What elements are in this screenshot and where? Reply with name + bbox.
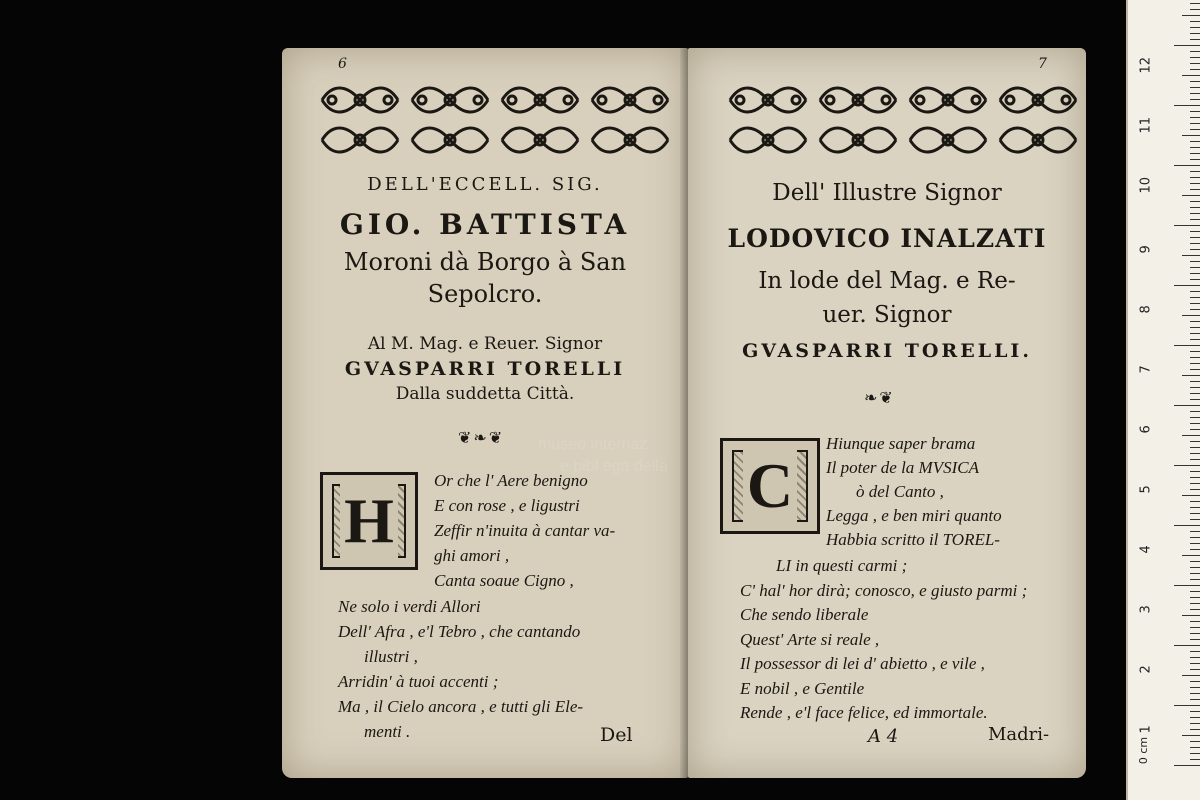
ruler-tick <box>1190 207 1200 208</box>
ruler-label: 10 <box>1138 176 1154 194</box>
ruler-tick <box>1174 465 1200 466</box>
ruler-tick <box>1190 507 1200 508</box>
ruler-label: 8 <box>1138 305 1154 314</box>
poem-line: C' hal' hor dirà; conosco, e giusto parmi ; <box>740 580 1028 600</box>
ruler-tick <box>1190 501 1200 502</box>
ruler-tick <box>1190 39 1200 40</box>
ruler-label: 11 <box>1138 116 1154 134</box>
poem-line: Canta soaue Cigno , <box>434 571 574 590</box>
ruler-tick <box>1190 411 1200 412</box>
ornament-icon <box>318 82 402 118</box>
ruler-tick <box>1182 675 1200 676</box>
dedication-line: In lode del Mag. e Re- <box>758 268 1016 294</box>
dedication-city: Dalla suddetta Città. <box>395 384 575 404</box>
poem-line: Arridin' à tuoi accenti ; <box>338 672 499 691</box>
ornament-icon <box>498 122 582 158</box>
poem-line: Il poter de la MVSICA <box>826 458 979 477</box>
ruler-tick <box>1174 45 1200 46</box>
ruler-label: 7 <box>1138 365 1154 374</box>
ruler-tick <box>1190 633 1200 634</box>
ruler-tick <box>1190 291 1200 292</box>
poem-line: Il possessor di lei d' abietto , e vile , <box>740 654 985 673</box>
ruler-tick <box>1174 705 1200 706</box>
ruler-tick <box>1190 711 1200 712</box>
poem-block <box>826 432 1002 552</box>
ruler-tick <box>1190 327 1200 328</box>
ruler-tick <box>1182 435 1200 436</box>
ruler-tick <box>1190 33 1200 34</box>
poem-block-cont <box>740 554 1027 726</box>
ruler-tick <box>1190 351 1200 352</box>
author-name: LODOVICO INALZATI <box>727 224 1047 253</box>
ruler-tick <box>1182 75 1200 76</box>
author-origin-cont: Sepolcro. <box>427 280 543 308</box>
ruler-tick <box>1190 651 1200 652</box>
poem-line: ò del Canto , <box>856 482 944 501</box>
ruler-label: 2 <box>1138 665 1154 674</box>
poem-line: Ne solo i verdi Allori <box>338 597 481 616</box>
ruler-tick <box>1190 177 1200 178</box>
ruler-tick <box>1190 81 1200 82</box>
decorated-initial <box>320 472 418 570</box>
ornament-band <box>318 122 672 158</box>
ornament-icon <box>816 122 900 158</box>
ruler-tick <box>1190 219 1200 220</box>
ruler-tick <box>1174 585 1200 586</box>
ruler-tick <box>1174 165 1200 166</box>
ruler-tick <box>1190 333 1200 334</box>
ruler-tick <box>1190 153 1200 154</box>
ornament-icon <box>498 82 582 118</box>
dedication-line: Al M. Mag. e Reuer. Signor <box>367 334 603 354</box>
ornament-band <box>726 82 1080 118</box>
ruler-tick <box>1190 693 1200 694</box>
ruler-tick <box>1190 417 1200 418</box>
ruler-tick <box>1182 15 1200 16</box>
ornament-band <box>318 82 672 118</box>
ruler-tick <box>1190 9 1200 10</box>
poem-line: Or che l' Aere benigno <box>434 471 588 490</box>
left-page <box>282 48 688 778</box>
poem-line: menti . <box>364 722 411 741</box>
ruler-tick <box>1190 453 1200 454</box>
fleuron-icon: ❦❧❦ <box>458 428 505 447</box>
ruler-tick <box>1182 555 1200 556</box>
ruler-tick <box>1190 387 1200 388</box>
ruler-tick <box>1174 525 1200 526</box>
ruler-tick <box>1190 519 1200 520</box>
poem-line: Dell' Afra , e'l Tebro , che cantando <box>338 622 581 641</box>
ruler-tick <box>1190 657 1200 658</box>
ruler-tick <box>1190 381 1200 382</box>
poem-block-cont <box>338 594 583 744</box>
ruler-tick <box>1190 249 1200 250</box>
ruler-tick <box>1190 591 1200 592</box>
ruler-tick <box>1190 273 1200 274</box>
ornament-icon <box>906 122 990 158</box>
ornament-icon <box>588 82 672 118</box>
poem-line: Quest' Arte si reale , <box>740 629 880 649</box>
ornament-icon <box>996 122 1080 158</box>
ruler-tick <box>1182 495 1200 496</box>
dedicatee-name: GVASPARRI TORELLI <box>344 358 626 380</box>
poem-line: Habbia scritto il TOREL- <box>826 530 1000 549</box>
ruler-tick <box>1182 255 1200 256</box>
ruler-tick <box>1190 597 1200 598</box>
ruler-tick <box>1190 627 1200 628</box>
decorated-initial <box>720 438 820 534</box>
ruler-tick <box>1190 117 1200 118</box>
ruler-tick <box>1190 759 1200 760</box>
poem-line: illustri , <box>364 647 418 666</box>
ruler-tick <box>1174 345 1200 346</box>
ruler-tick <box>1174 645 1200 646</box>
ruler-tick <box>1190 537 1200 538</box>
ornament-icon <box>996 82 1080 118</box>
ruler-tick <box>1190 753 1200 754</box>
catchword: Del <box>600 724 633 746</box>
ruler-tick <box>1190 297 1200 298</box>
ruler-tick <box>1190 51 1200 52</box>
ruler-label: 9 <box>1138 245 1154 254</box>
ruler-tick <box>1190 459 1200 460</box>
ruler-tick <box>1190 543 1200 544</box>
ruler-tick <box>1190 549 1200 550</box>
ruler-tick <box>1190 183 1200 184</box>
poem-block <box>434 468 615 593</box>
ruler-tick <box>1174 765 1200 766</box>
ruler-tick <box>1174 225 1200 226</box>
ruler-tick <box>1190 243 1200 244</box>
watermark-text: e bibl ega della <box>560 458 668 475</box>
ruler-tick <box>1190 21 1200 22</box>
initial-letter: H <box>340 484 398 558</box>
ruler-tick <box>1190 93 1200 94</box>
ornament-band <box>726 122 1080 158</box>
ruler-tick <box>1190 357 1200 358</box>
ruler-tick <box>1190 729 1200 730</box>
ruler-label: 6 <box>1138 425 1154 434</box>
ruler-tick <box>1190 231 1200 232</box>
ruler-tick <box>1190 567 1200 568</box>
ruler-tick <box>1190 561 1200 562</box>
ruler-tick <box>1190 513 1200 514</box>
ruler-tick <box>1190 579 1200 580</box>
ruler-tick <box>1182 735 1200 736</box>
right-page <box>688 48 1086 778</box>
ornament-icon <box>408 122 492 158</box>
poem-line: Zeffir n'inuita à cantar va- <box>434 521 616 540</box>
ruler-tick <box>1190 171 1200 172</box>
poem-line: Che sendo liberale <box>740 605 869 624</box>
poem-line: ghi amori , <box>434 546 510 565</box>
ornament-icon <box>318 122 402 158</box>
ruler-tick <box>1190 621 1200 622</box>
ruler-tick <box>1190 303 1200 304</box>
ruler-tick <box>1190 321 1200 322</box>
ornament-icon <box>816 82 900 118</box>
ruler-tick <box>1190 63 1200 64</box>
poem-line: LI in questi carmi ; <box>776 556 908 575</box>
ruler-tick <box>1190 3 1200 4</box>
ruler-tick <box>1190 747 1200 748</box>
ruler-tick <box>1174 105 1200 106</box>
poem-line: E nobil , e Gentile <box>740 678 865 698</box>
ruler-tick <box>1190 57 1200 58</box>
ruler-tick <box>1174 285 1200 286</box>
dedication-line-cont: uer. Signor <box>822 302 952 328</box>
ruler-tick <box>1190 99 1200 100</box>
ruler-tick <box>1190 429 1200 430</box>
ornament-icon <box>408 82 492 118</box>
ruler-tick <box>1190 483 1200 484</box>
ruler-tick <box>1190 267 1200 268</box>
ruler-tick <box>1174 405 1200 406</box>
ruler-tick <box>1190 723 1200 724</box>
ornament-icon <box>726 82 810 118</box>
ruler-tick <box>1190 339 1200 340</box>
ruler-tick <box>1190 531 1200 532</box>
ruler-tick <box>1190 717 1200 718</box>
page-number: 6 <box>338 56 347 72</box>
ruler-label: 4 <box>1138 545 1154 554</box>
ruler-tick <box>1190 423 1200 424</box>
ruler-tick <box>1190 363 1200 364</box>
ruler-tick <box>1190 189 1200 190</box>
author-origin: Moroni dà Borgo à San <box>343 248 627 276</box>
ruler-tick <box>1190 369 1200 370</box>
ruler-tick <box>1190 489 1200 490</box>
poem-line: Ma , il Cielo ancora , e tutti gli Ele- <box>338 697 584 716</box>
ruler-label: 12 <box>1138 56 1154 74</box>
heading-title: Dell' Illustre Signor <box>772 180 1002 206</box>
ruler-tick <box>1190 201 1200 202</box>
ornament-icon <box>906 82 990 118</box>
ornament-icon <box>588 122 672 158</box>
poem-line: Legga , e ben miri quanto <box>826 506 1002 525</box>
ruler-tick <box>1190 27 1200 28</box>
ruler-tick <box>1182 195 1200 196</box>
ruler-tick <box>1190 309 1200 310</box>
poem-line: Rende , e'l face felice, ed immortale. <box>740 703 988 722</box>
ruler-tick <box>1190 393 1200 394</box>
poem-line: E con rose , e ligustri <box>434 496 580 515</box>
fleuron-icon: ❧❦ <box>864 388 895 407</box>
ruler-label: 5 <box>1138 485 1154 494</box>
ruler-tick <box>1190 477 1200 478</box>
ruler-tick <box>1190 141 1200 142</box>
dedicatee-name: GVASPARRI TORELLI. <box>742 340 1032 362</box>
ruler-tick <box>1190 669 1200 670</box>
ruler-tick <box>1182 375 1200 376</box>
catchword: Madri- <box>988 724 1050 745</box>
watermark-text: museo internaz <box>538 436 648 453</box>
author-name: GIO. BATTISTA <box>339 208 631 241</box>
ruler-tick <box>1190 111 1200 112</box>
ruler-tick <box>1182 315 1200 316</box>
ruler-tick <box>1190 129 1200 130</box>
ruler-unit-label: 0 cm <box>1137 736 1151 765</box>
ruler-tick <box>1190 87 1200 88</box>
ruler-tick <box>1190 573 1200 574</box>
ruler-tick <box>1190 663 1200 664</box>
ruler-tick <box>1190 471 1200 472</box>
ruler-tick <box>1190 639 1200 640</box>
ruler-tick <box>1190 603 1200 604</box>
ruler-tick <box>1190 681 1200 682</box>
ruler-tick <box>1190 213 1200 214</box>
signature-mark: A 4 <box>868 726 899 747</box>
measurement-ruler <box>1126 0 1200 800</box>
ruler-label: 3 <box>1138 605 1154 614</box>
ornament-icon <box>726 122 810 158</box>
page-number: 7 <box>1038 56 1047 72</box>
ruler-tick <box>1190 69 1200 70</box>
ruler-tick <box>1190 237 1200 238</box>
ruler-tick <box>1190 279 1200 280</box>
ruler-tick <box>1190 441 1200 442</box>
ruler-tick <box>1190 159 1200 160</box>
ruler-tick <box>1190 447 1200 448</box>
ruler-tick <box>1190 609 1200 610</box>
ruler-tick <box>1190 687 1200 688</box>
heading-title: DELL'ECCELL. SIG. <box>367 174 603 195</box>
poem-line: Hiunque saper brama <box>826 434 976 453</box>
ruler-tick <box>1190 399 1200 400</box>
ruler-tick <box>1190 699 1200 700</box>
ruler-tick <box>1182 615 1200 616</box>
ruler-label: 1 <box>1138 725 1154 734</box>
ruler-tick <box>1190 261 1200 262</box>
initial-letter: C <box>743 449 797 523</box>
ruler-tick <box>1182 135 1200 136</box>
ruler-tick <box>1190 123 1200 124</box>
ruler-tick <box>1190 741 1200 742</box>
ruler-tick <box>1190 147 1200 148</box>
